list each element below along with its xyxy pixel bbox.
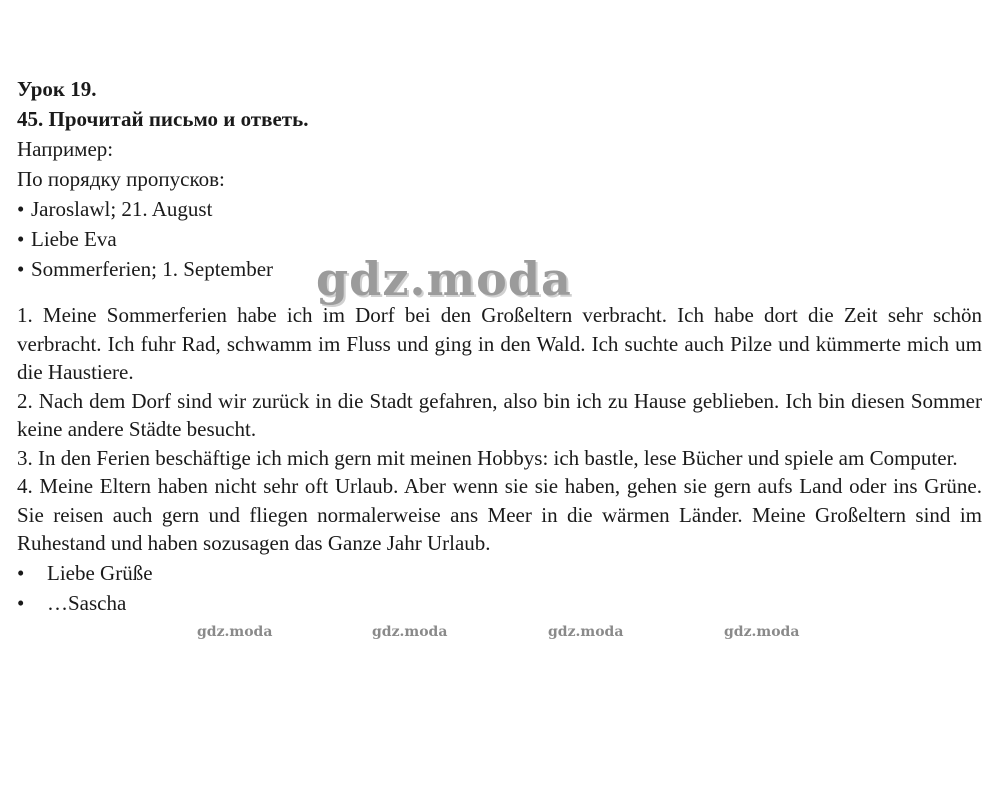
document-page xyxy=(17,74,982,618)
answer-paragraph-2: 2. Nach dem Dorf sind wir zurück in die Stadt gefahren, also bin ich zu Hause geblieben. Ich bin diesen Sommer keine andere Städte besucht. xyxy=(17,388,982,441)
watermark-small: gdz.moda xyxy=(372,624,448,640)
list-item xyxy=(17,194,982,224)
list-item-text: Sommerferien; 1. September xyxy=(31,257,274,281)
watermark-small: gdz.moda xyxy=(548,624,624,640)
list-item-text: Jaroslawl; 21. August xyxy=(31,197,213,221)
watermark-small: gdz.moda xyxy=(197,624,273,640)
bullet-icon: • xyxy=(17,197,25,221)
bullet-icon: • xyxy=(17,560,25,585)
example-label: Например: xyxy=(17,137,114,161)
list-item xyxy=(17,558,982,588)
list-item xyxy=(17,588,982,618)
bullet-icon: • xyxy=(17,257,25,281)
answer-paragraph-3: 3. In den Ferien beschäftige ich mich gern mit meinen Hobbys: ich bastle, lese Bücher und spiele am Computer. xyxy=(17,445,958,470)
list-item xyxy=(17,254,982,284)
list-item-text: Liebe Grüße xyxy=(47,560,153,585)
spacer xyxy=(17,284,982,301)
list-item xyxy=(17,224,982,254)
order-label: По порядку пропусков: xyxy=(17,167,225,191)
watermark-small: gdz.moda xyxy=(724,624,800,640)
watermark-logo: gdz.moda xyxy=(316,252,572,306)
list-item-text: Liebe Eva xyxy=(31,227,117,251)
bullet-icon: • xyxy=(17,590,25,615)
answer-paragraph-1: 1. Meine Sommerferien habe ich im Dorf bei den Großeltern verbracht. Ich habe dort die Zeit sehr schön verbracht. Ich fuhr Rad, schwamm im Fluss und ging in den Wald. Ich suchte auch Pilze und kümmerte mich um die Haustiere. xyxy=(17,303,982,384)
task-title: 45. Прочитай письмо и ответь. xyxy=(17,107,309,131)
list-item-text: …Sascha xyxy=(47,590,127,615)
bullet-icon: • xyxy=(17,227,25,251)
answer-paragraph-4: 4. Meine Eltern haben nicht sehr oft Urlaub. Aber wenn sie sie haben, gehen sie gern aufs Land oder ins Grüne. Sie reisen auch gern und fliegen normalerweise ans Meer in die wärmen Länder. Meine Großeltern sind im Ruhestand und haben sozusagen das Ganze Jahr Urlaub. xyxy=(17,474,982,555)
lesson-title: Урок 19. xyxy=(17,77,97,101)
